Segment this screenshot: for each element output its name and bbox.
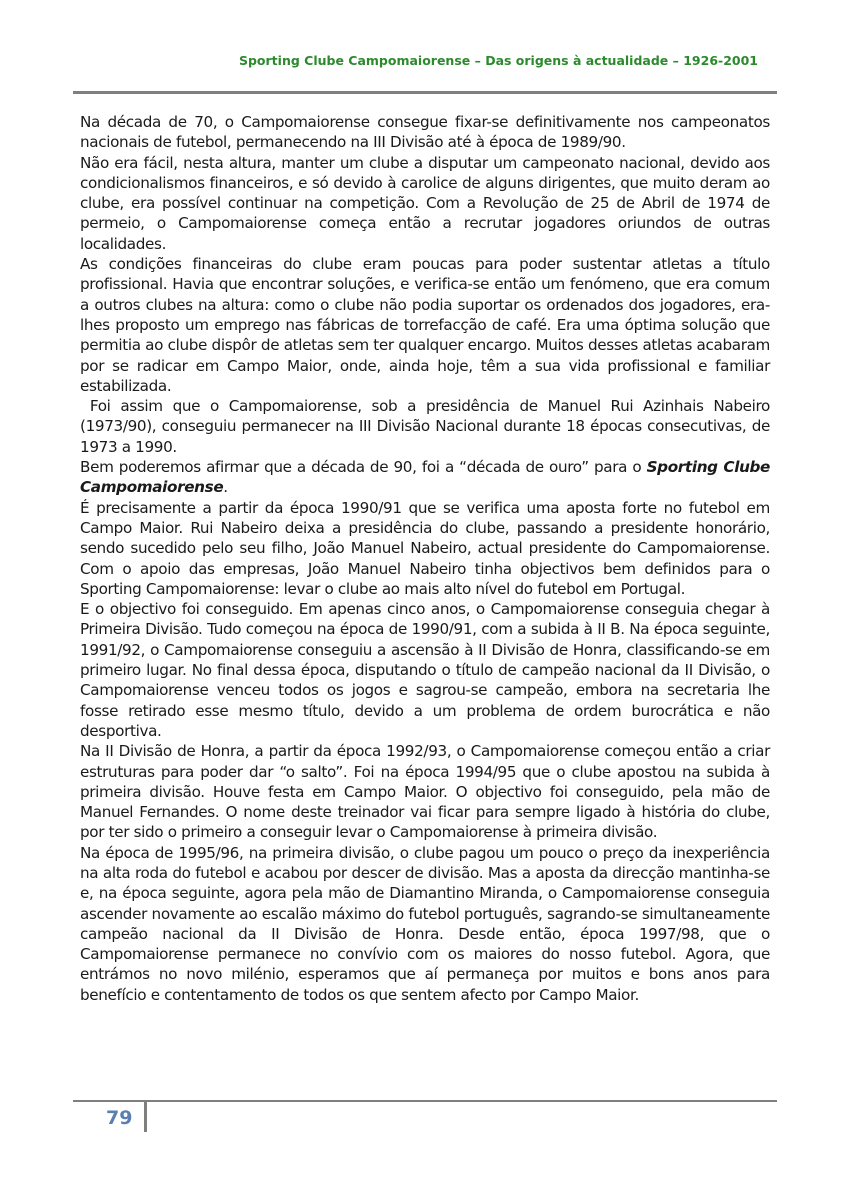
paragraph-4 [80, 396, 770, 457]
paragraph-5 [80, 457, 770, 498]
paragraph-3: As condições financeiras do clube eram poucas para poder sustentar atletas a título profissional. Havia que encontrar soluções, e verifica-se então um fenómeno, que era comum a outros clubes na altura: como o clube não podia suportar os ordenados dos jogadores, era-lhes proposto um emprego nas fábricas de torrefacção de café. Era uma óptima solução que permitia ao clube dispôr de atletas sem ter qualquer encargo. Muitos desses atletas acabaram por se radicar em Campo Maior, onde, ainda hoje, têm a sua vida profissional e familiar estabilizada. [80, 255, 770, 395]
running-header-title: Sporting Clube Campomaiorense – Das origens à actualidade – 1926-2001 [238, 53, 758, 68]
paragraph-6: É precisamente a partir da época 1990/91 que se verifica uma aposta forte no futebol em Campo Maior. Rui Nabeiro deixa a presidência do clube, passando a presidente honorário, sendo sucedido pelo seu filho, João Manuel Nabeiro, actual presidente do Campomaiorense. Com o apoio das empresas, João Manuel Nabeiro tinha objectivos bem definidos para o Sporting Campomaiorense: levar o clube ao mais alto nível do futebol em Portugal. [80, 498, 770, 598]
paragraph-8: Na II Divisão de Honra, a partir da época 1992/93, o Campomaiorense começou então a criar estruturas para poder dar “o salto”. Foi na época 1994/95 que o clube apostou na subida à primeira divisão. Houve festa em Campo Maior. O objectivo foi conseguido, pela mão de Manuel Fernandes. O nome deste treinador vai ficar para sempre ligado à história do clube, por ter sido o primeiro a conseguir levar o Campomaiorense à primeira divisão. [80, 742, 770, 842]
paragraph-7: E o objectivo foi conseguido. Em apenas cinco anos, o Campomaiorense conseguia chegar à Primeira Divisão. Tudo começou na época de 1990/91, com a subida à II B. Na época seguinte, 1991/92, o Campomaiorense conseguiu a ascensão à II Divisão de Honra, classificando-se em primeiro lugar. No final dessa época, disputando o título de campeão nacional da II Divisão, o Campomaiorense venceu todos os jogos e sagrou-se campeão, embora na secretaria lhe fosse retirado esse mesmo título, devido a um problema de ordem burocrática e não desportiva. [80, 600, 770, 740]
header-divider [73, 91, 777, 94]
paragraph-4-text: Foi assim que o Campomaiorense, sob a presidência de Manuel Rui Azinhais Nabeiro (1973/90), conseguiu permanecer na III Divisão Nacional durante 18 épocas consecutivas, de 1973 a 1990. [80, 397, 770, 456]
paragraph-1: Na década de 70, o Campomaiorense consegue fixar-se definitivamente nos campeonatos nacionais de futebol, permanecendo na III Divisão até à época de 1989/90. [80, 113, 770, 152]
club-name-emphasis: Sporting Clube Campomaiorense [80, 458, 770, 497]
footer-vertical-bar [144, 1100, 147, 1132]
paragraph-5-end: . [223, 478, 228, 497]
article-body [80, 112, 770, 1005]
paragraph-9: Na época de 1995/96, na primeira divisão, o clube pagou um pouco o preço da inexperiência na alta roda do futebol e acabou por descer de divisão. Mas a aposta da direcção mantinha-se e, na época seguinte, agora pela mão de Diamantino Miranda, o Campomaiorense conseguia ascender novamente ao escalão máximo do futebol português, sagrando-se simultaneamente campeão nacional da II Divisão de Honra. Desde então, época 1997/98, que o Campomaiorense permanece no convívio com os maiores do nosso futebol. Agora, que entrámos no novo milénio, esperamos que aí permaneça por muitos e bons anos para benefício e contentamento de todos os que sentem afecto por Campo Maior. [80, 843, 770, 1004]
page-number: 79 [106, 1107, 133, 1129]
footer-divider [73, 1100, 777, 1102]
paragraph-5-start: Bem poderemos afirmar que a década de 90, foi a “década de ouro” para o [80, 458, 647, 477]
paragraph-2: Não era fácil, nesta altura, manter um clube a disputar um campeonato nacional, devido aos condicionalismos financeiros, e só devido à carolice de alguns dirigentes, que muito deram ao clube, era possível continuar na competição. Com a Revolução de 25 de Abril de 1974 de permeio, o Campomaiorense começa então a recrutar jogadores oriundos de outras localidades. [80, 153, 770, 253]
